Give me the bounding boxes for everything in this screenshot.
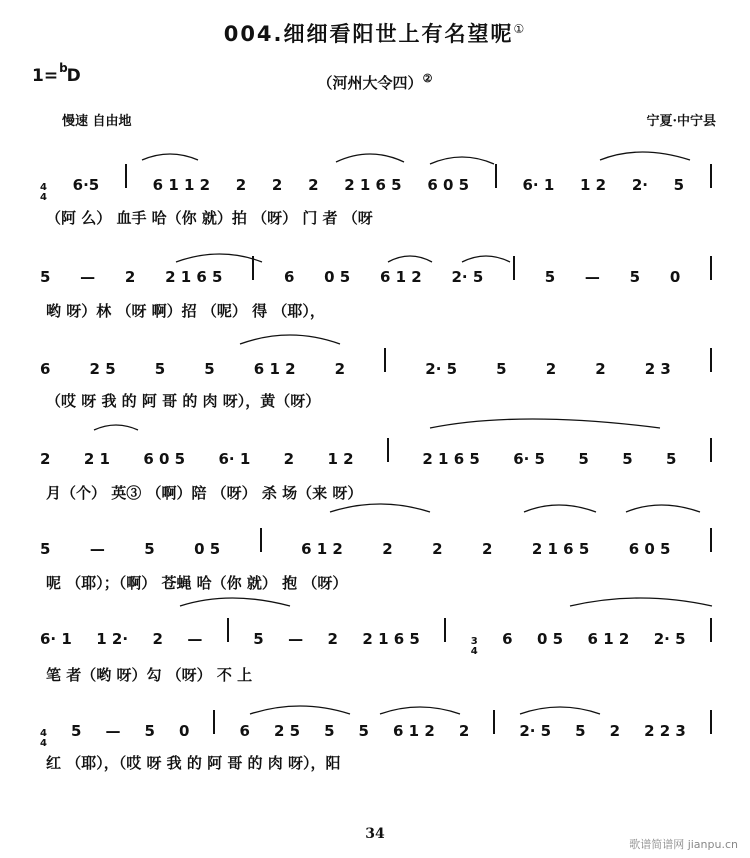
note-group: 2	[432, 540, 443, 558]
note-group: 6 1 2	[393, 722, 435, 740]
note-group: 2	[458, 722, 470, 740]
note-group: 2	[595, 360, 606, 378]
note-group: 2	[482, 540, 493, 558]
note-group: 2 1 6 5	[422, 450, 480, 468]
note-group: 2	[609, 722, 621, 740]
note-group: 5	[673, 176, 685, 194]
note-group: 5	[71, 722, 82, 740]
note-group: 6· 1	[40, 630, 72, 648]
lyric-line: （阿 么） 血手 哈（你 就）拍 （呀） 门 者 （呀	[46, 209, 373, 227]
slur	[336, 154, 404, 162]
note-group: 6	[502, 630, 513, 648]
note-group: 2· 5	[451, 268, 484, 286]
note-group: 6 1 2	[253, 360, 296, 378]
slur	[240, 335, 340, 344]
note-group: 2 2 3	[644, 722, 686, 740]
note-group: 6 1 2	[587, 630, 630, 648]
slur	[380, 707, 460, 714]
watermark: 歌谱简谱网 jianpu.cn	[629, 838, 738, 851]
note-group: —	[288, 630, 304, 648]
slur	[570, 598, 712, 606]
note-group: 5	[144, 722, 155, 740]
song-title-text: 004.细细看阳世上有名望呢	[223, 22, 514, 46]
note-group: 2· 5	[653, 630, 686, 648]
note-group: 6 1 1 2	[152, 176, 211, 194]
note-group: 5	[154, 360, 166, 378]
note-group: 6 1 2	[379, 268, 422, 286]
note-group: 5	[666, 450, 677, 468]
note-group: 2 1 6 5	[362, 630, 420, 648]
slur	[430, 157, 494, 164]
note-group: 6	[40, 360, 51, 378]
slur	[430, 419, 660, 428]
slur	[462, 256, 510, 262]
slur	[180, 598, 290, 606]
note-group: 2	[334, 360, 346, 378]
note-group: —	[89, 540, 105, 558]
note-group: —	[584, 268, 600, 286]
note-group: 2 5	[89, 360, 116, 378]
note-group: —	[187, 630, 203, 648]
note-group: 2	[545, 360, 557, 378]
note-group: 6	[239, 722, 250, 740]
lyric-line: 哟 呀）林 （呀 啊）招 （呢） 得 （耶），	[46, 302, 325, 320]
note-group: 5	[622, 450, 633, 468]
slur	[388, 256, 432, 262]
note-group: 2· 5	[425, 360, 458, 378]
subtitle-footnote-mark: ②	[422, 72, 433, 85]
note-group: 5	[40, 540, 51, 558]
note-group: —	[80, 268, 96, 286]
lyric-line: （哎 呀 我 的 阿 哥 的 肉 呀），黄（呀）	[46, 392, 321, 410]
song-subtitle-text: （河州大令四）	[317, 74, 423, 92]
note-group: 0	[178, 722, 190, 740]
note-group: 1 2·	[96, 630, 129, 648]
note-group: 2	[152, 630, 163, 648]
slur	[520, 707, 600, 714]
note-group: 6· 1	[218, 450, 251, 468]
key-prefix: 1=	[32, 66, 59, 86]
lyric-line: 月（个） 英③ （啊）陪 （呀） 杀 场（来 呀）	[46, 484, 363, 502]
note-group: 5	[629, 268, 641, 286]
note-group: 5	[144, 540, 155, 558]
slur	[330, 504, 430, 512]
slur	[250, 706, 350, 714]
note-group: 5	[578, 450, 589, 468]
tempo-marking: 慢速 自由地	[62, 114, 132, 129]
note-group: 2	[40, 450, 51, 468]
region-label: 宁夏·中宁县	[646, 114, 716, 129]
time-signature: 4 4	[40, 182, 47, 203]
note-group: 2· 5	[519, 722, 552, 740]
note-group: 5	[496, 360, 507, 378]
note-group: 6·5	[72, 176, 100, 194]
note-group: 1 2	[327, 450, 354, 468]
note-group: 6 1 2	[301, 540, 343, 558]
note-group: 0 5	[194, 540, 221, 558]
slur	[176, 254, 262, 262]
note-group: 2	[382, 540, 393, 558]
note-group: 0	[669, 268, 681, 286]
note-group: —	[105, 722, 121, 740]
note-group: 5	[358, 722, 369, 740]
note-group: 2·	[631, 176, 648, 194]
note-group: 5	[40, 268, 51, 286]
note-group: 5	[324, 722, 335, 740]
page-number: 34	[365, 826, 385, 842]
flat-sign: b	[59, 61, 68, 75]
slur	[600, 152, 690, 160]
note-group: 6· 1	[522, 176, 555, 194]
note-group: 6 0 5	[628, 540, 671, 558]
note-group: 2 1 6 5	[344, 176, 402, 194]
time-signature: 4 4	[40, 728, 47, 749]
lyric-line: 笔 者（哟 呀）勾 （呀） 不 上	[46, 666, 253, 684]
note-group: 2 1	[83, 450, 110, 468]
title-footnote-mark: ①	[513, 22, 527, 36]
note-group: 6	[283, 268, 295, 286]
note-group: 6 0 5	[427, 176, 470, 194]
slur	[626, 505, 700, 512]
note-group: 5	[253, 630, 264, 648]
note-group: 6 0 5	[143, 450, 186, 468]
note-group: 2 3	[644, 360, 671, 378]
note-group: 2 1 6 5	[165, 268, 223, 286]
note-group: 5	[575, 722, 586, 740]
note-group: 5	[544, 268, 556, 286]
note-group: 2	[235, 176, 247, 194]
note-group: 2	[327, 630, 338, 648]
lyric-line: 呢 （耶）；（啊） 苍蝇 哈（你 就） 抱 （呀）	[46, 574, 348, 592]
note-group: 2 5	[273, 722, 301, 740]
note-group: 2	[271, 176, 283, 194]
key-letter: D	[66, 66, 81, 86]
slur	[142, 154, 198, 160]
note-group: 6· 5	[513, 450, 545, 468]
slur	[524, 505, 596, 512]
note-group: 2	[308, 176, 319, 194]
note-group: 2	[124, 268, 136, 286]
lyric-line: 红 （耶），（哎 呀 我 的 阿 哥 的 肉 呀），阳	[46, 754, 341, 772]
note-group: 2	[283, 450, 295, 468]
note-group: 0 5	[324, 268, 351, 286]
time-signature: 3 4	[470, 636, 478, 657]
note-group: 5	[204, 360, 215, 378]
note-group: 1 2	[580, 176, 607, 194]
note-group: 2 1 6 5	[531, 540, 590, 558]
slur	[94, 425, 138, 430]
note-group: 0 5	[536, 630, 564, 648]
